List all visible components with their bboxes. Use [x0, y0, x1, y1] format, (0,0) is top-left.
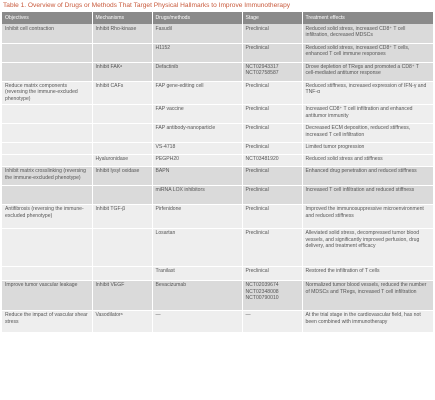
cell-stage: Preclinical	[242, 43, 302, 62]
cell-stage: Preclinical	[242, 81, 302, 104]
table-row	[2, 154, 433, 166]
table-row	[2, 185, 433, 204]
cell-drug: Bevacizumab	[152, 280, 242, 310]
cell-objective: Antifibrosis (reversing the immune-excluded phenotype)	[2, 204, 92, 228]
cell-mechanism: Vasodilatorᵃ	[92, 310, 152, 332]
cell-mechanism	[92, 266, 152, 280]
cell-mechanism: Inhibit CAFs	[92, 81, 152, 104]
cell-effect: Limited tumor progression	[302, 142, 433, 154]
cell-objective	[2, 154, 92, 166]
cell-stage: Preclinical	[242, 266, 302, 280]
cell-stage: Preclinical	[242, 24, 302, 43]
table-row	[2, 43, 433, 62]
cell-objective	[2, 142, 92, 154]
cell-effect: Restored the infiltration of T cells	[302, 266, 433, 280]
cell-objective	[2, 104, 92, 123]
table-row	[2, 166, 433, 185]
table-row	[2, 123, 433, 142]
cell-objective: Reduce matrix components (reversing the immune-excluded phenotype)	[2, 81, 92, 104]
cell-stage: Preclinical	[242, 142, 302, 154]
cell-stage: Preclinical	[242, 204, 302, 228]
cell-stage: Preclinical	[242, 166, 302, 185]
cell-effect: Reduced solid stress, increased CD8⁺ T cells, enhanced T cell immune responses	[302, 43, 433, 62]
cell-stage: Preclinical	[242, 185, 302, 204]
cell-effect: Alleviated solid stress, decompressed tumor blood vessels, and significantly improved perfusion, drug delivery, and treatment efficacy	[302, 228, 433, 266]
cell-drug: Losartan	[152, 228, 242, 266]
table-header-row	[2, 12, 433, 24]
cell-drug: —	[152, 310, 242, 332]
cell-mechanism: Inhibit FAKᵃ	[92, 62, 152, 81]
cell-drug: miRNA LOX inhibitors	[152, 185, 242, 204]
cell-effect: Increased CD8⁺ T cell infiltration and enhanced antitumor immunity	[302, 104, 433, 123]
cell-effect: Improved the immunosuppressive microenvironment and reduced stiffness	[302, 204, 433, 228]
table-row	[2, 280, 433, 310]
cell-drug: Pirfenidone	[152, 204, 242, 228]
cell-drug: VS-4718	[152, 142, 242, 154]
cell-stage: NCT03481920	[242, 154, 302, 166]
cell-stage: Preclinical	[242, 104, 302, 123]
header-objectives: Objectives	[2, 12, 92, 24]
cell-effect: Drove depletion of TRegs and promoted a CD8⁺ T cell-mediated antitumor response	[302, 62, 433, 81]
cell-drug: FAP gene-editing cell	[152, 81, 242, 104]
cell-drug: Fasudil	[152, 24, 242, 43]
cell-effect: At the trial stage in the cardiovascular field, has not been combined with immunotherapy	[302, 310, 433, 332]
cell-effect: Reduced stiffness, increased expression of IFN-γ and TNF-α	[302, 81, 433, 104]
cell-mechanism	[92, 123, 152, 142]
cell-objective: Improve tumor vascular leakage	[2, 280, 92, 310]
cell-stage: NCT02039674 NCT02348008 NCT00790010	[242, 280, 302, 310]
cell-mechanism: Inhibit lysyl oxidase	[92, 166, 152, 185]
table-row	[2, 62, 433, 81]
cell-drug: PEGPH20	[152, 154, 242, 166]
table-row	[2, 228, 433, 266]
header-mechanisms: Mechanisms	[92, 12, 152, 24]
cell-effect: Reduced solid stress, increased CD8⁺ T cell infiltration, decreased MDSCs	[302, 24, 433, 43]
cell-objective: Inhibit cell contraction	[2, 24, 92, 43]
cell-objective	[2, 266, 92, 280]
cell-mechanism	[92, 104, 152, 123]
table-caption: Table 1. Overview of Drugs or Methods That Target Physical Hallmarks to Improve Immunotherapy	[3, 2, 291, 9]
table-row	[2, 24, 433, 43]
table-row	[2, 142, 433, 154]
cell-mechanism	[92, 43, 152, 62]
header-treatment-effects: Treatment effects	[302, 12, 433, 24]
table-row	[2, 81, 433, 104]
cell-mechanism: Inhibit VEGF	[92, 280, 152, 310]
cell-stage: Preclinical	[242, 228, 302, 266]
cell-effect: Reduced solid stress and stiffness	[302, 154, 433, 166]
cell-mechanism: Inhibit Rho-kinase	[92, 24, 152, 43]
cell-objective: Inhibit matrix crosslinking (reversing the immune-excluded phenotype)	[2, 166, 92, 185]
cell-objective: Reduce the impact of vascular shear stress	[2, 310, 92, 332]
cell-drug: Defactinib	[152, 62, 242, 81]
cell-drug: FAP antibody-nanoparticle	[152, 123, 242, 142]
cell-stage: NCT02943317 NCT02758587	[242, 62, 302, 81]
table-row	[2, 104, 433, 123]
cell-objective	[2, 228, 92, 266]
cell-objective	[2, 43, 92, 62]
cell-mechanism	[92, 185, 152, 204]
cell-objective	[2, 123, 92, 142]
cell-stage: Preclinical	[242, 123, 302, 142]
cell-drug: BAPN	[152, 166, 242, 185]
drugs-table	[2, 12, 434, 333]
cell-objective	[2, 185, 92, 204]
table-row	[2, 266, 433, 280]
cell-drug: H1152	[152, 43, 242, 62]
cell-effect: Decreased ECM deposition, reduced stiffness, increased T cell infiltration	[302, 123, 433, 142]
cell-mechanism	[92, 142, 152, 154]
cell-drug: FAP vaccine	[152, 104, 242, 123]
header-stage: Stage	[242, 12, 302, 24]
cell-effect: Enhanced drug penetration and reduced stiffness	[302, 166, 433, 185]
cell-mechanism: Inhibit TGF-β	[92, 204, 152, 228]
cell-drug: Tranilast	[152, 266, 242, 280]
cell-objective	[2, 62, 92, 81]
cell-effect: Normalized tumor blood vessels, reduced the number of MDSCs and TRegs, increased T cell infiltration	[302, 280, 433, 310]
cell-stage: —	[242, 310, 302, 332]
cell-mechanism	[92, 228, 152, 266]
table-row	[2, 204, 433, 228]
cell-effect: Increased T cell infiltration and reduced stiffness	[302, 185, 433, 204]
cell-mechanism: Hyaluronidase	[92, 154, 152, 166]
header-drugs-methods: Drugs/methods	[152, 12, 242, 24]
table-row	[2, 310, 433, 332]
